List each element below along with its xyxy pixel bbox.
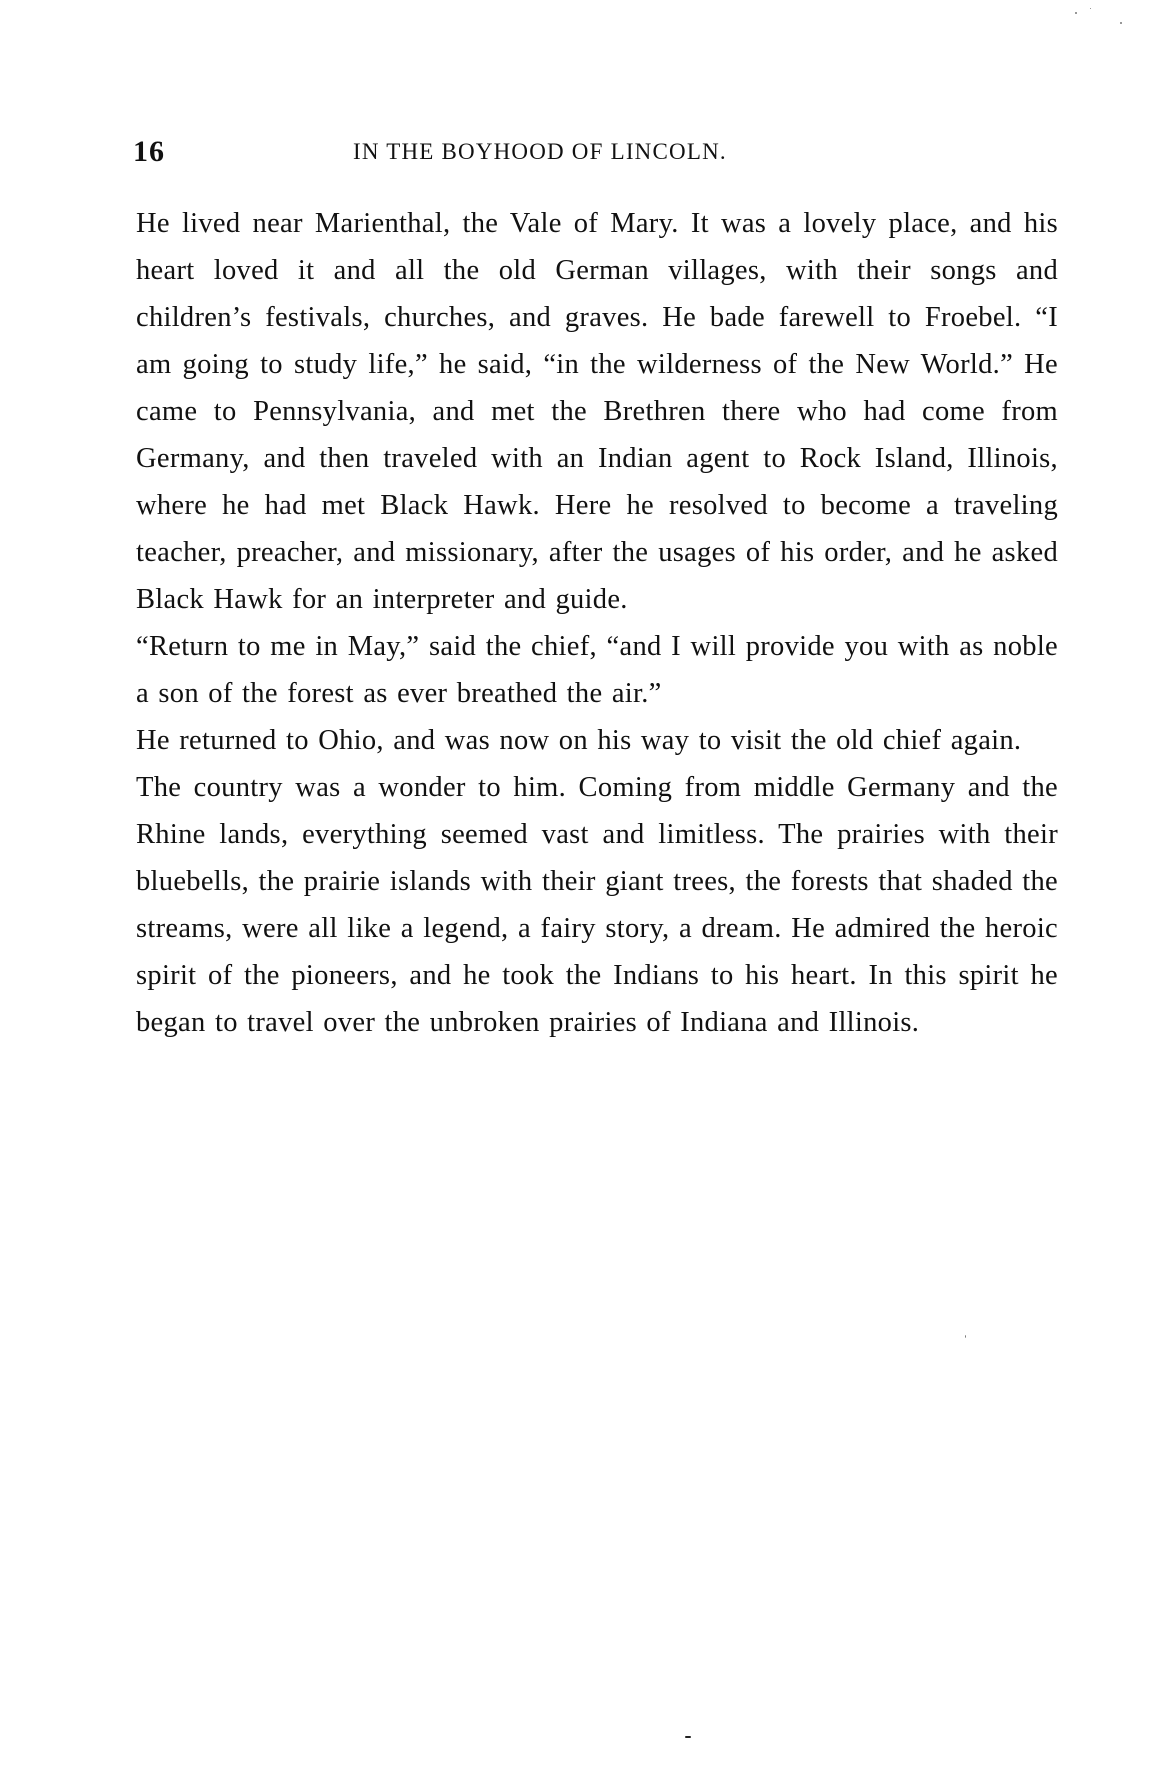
page-number: 16 [133, 135, 165, 168]
paragraph: “Return to me in May,” said the chief, “and I will provide you with as noble a son of the forest as ever breathed the air.” [136, 631, 1058, 709]
paragraph: He returned to Ohio, and was now on his way to visit the old chief again. [136, 725, 1022, 756]
running-head [133, 135, 1053, 175]
body-text [136, 200, 1058, 1046]
paragraph: The country was a wonder to him. Coming from middle Germany and the Rhine lands, everything seemed vast and limitless. The prairies with their bluebells, the prairie islands with their giant trees, the forests that shaded the streams, were all like a legend, a fairy story, a dream. He admired the heroic spirit of the pioneers, and he took the Indians to his heart. In this spirit he began to travel over the unbroken prairies of Indiana and Illinois. [136, 772, 1058, 1038]
scan-speck [685, 1736, 691, 1738]
scan-speck [1075, 12, 1077, 14]
running-title: IN THE BOYHOOD OF LINCOLN. [353, 139, 727, 164]
scan-speck [1120, 22, 1122, 24]
scan-speck [1090, 8, 1091, 9]
paragraph: He lived near Marienthal, the Vale of Mary. It was a lovely place, and his heart loved it and all the old German villages, with their songs and children’s festivals, churches, and graves. He bade farewell to Froebel. “I am going to study life,” he said, “in the wilderness of the New World.” He came to Pennsylvania, and met the Brethren there who had come from Germany, and then traveled with an Indian agent to Rock Island, Illinois, where he had met Black Hawk. Here he resolved to become a traveling teacher, preacher, and missionary, after the usages of his order, and he asked Black Hawk for an interpreter and guide. [136, 208, 1058, 615]
scan-speck [965, 1335, 966, 1338]
